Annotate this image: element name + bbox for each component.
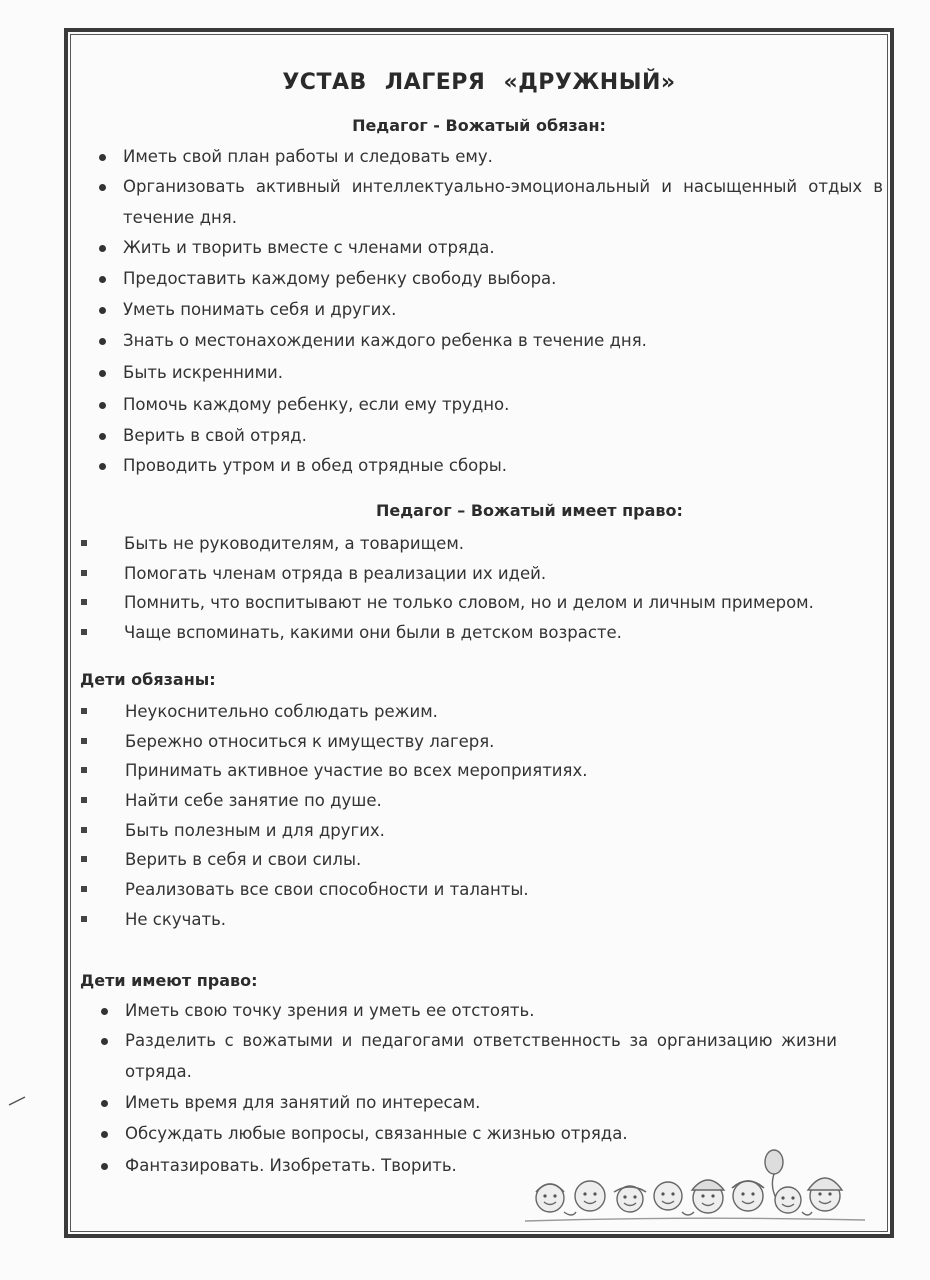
list-item: Быть не руководителям, а товарищем. bbox=[124, 534, 465, 553]
list-item: Разделить с вожатыми и педагогами ответственность за организацию жизни отряда. bbox=[125, 1031, 837, 1081]
bullet-square-icon bbox=[81, 629, 87, 635]
section-heading-children-rights: Дети имеют право: bbox=[80, 971, 258, 990]
bullet-square-icon bbox=[81, 886, 87, 892]
list-item: Фантазировать. Изобретать. Творить. bbox=[125, 1156, 457, 1175]
list-item: Помочь каждому ребенку, если ему трудно. bbox=[123, 395, 510, 414]
list-item: Быть искренними. bbox=[123, 363, 284, 382]
bullet-dot-icon bbox=[99, 370, 106, 377]
list-item: Иметь свою точку зрения и уметь ее отстоять. bbox=[125, 1001, 535, 1020]
bullet-square-icon bbox=[81, 827, 87, 833]
scan-mark bbox=[8, 1096, 26, 1106]
bullet-square-icon bbox=[81, 738, 87, 744]
list-item: Принимать активное участие во всех мероприятиях. bbox=[125, 761, 588, 780]
list-item: Верить в свой отряд. bbox=[123, 426, 307, 445]
document-title: УСТАВ ЛАГЕРЯ «ДРУЖНЫЙ» bbox=[282, 70, 676, 95]
list-item: Проводить утром и в обед отрядные сборы. bbox=[123, 456, 507, 475]
list-item: Предоставить каждому ребенку свободу выбора. bbox=[123, 269, 557, 288]
section-heading-counselor-rights: Педагог – Вожатый имеет право: bbox=[376, 501, 683, 520]
bullet-dot-icon bbox=[99, 433, 106, 440]
list-item: Найти себе занятие по душе. bbox=[125, 791, 382, 810]
bullet-dot-icon bbox=[99, 307, 106, 314]
list-item: Чаще вспоминать, какими они были в детском возрасте. bbox=[124, 623, 622, 642]
bullet-dot-icon bbox=[99, 402, 106, 409]
bullet-dot-icon bbox=[101, 1163, 108, 1170]
section-heading-counselor-duties: Педагог - Вожатый обязан: bbox=[352, 116, 606, 135]
bullet-dot-icon bbox=[101, 1038, 108, 1045]
list-item: Жить и творить вместе с членами отряда. bbox=[123, 238, 495, 257]
document-page bbox=[70, 34, 888, 1232]
bullet-dot-icon bbox=[101, 1131, 108, 1138]
bullet-square-icon bbox=[81, 797, 87, 803]
bullet-dot-icon bbox=[101, 1008, 108, 1015]
bullet-dot-icon bbox=[99, 184, 106, 191]
bullet-square-icon bbox=[81, 599, 87, 605]
bullet-square-icon bbox=[81, 767, 87, 773]
bullet-dot-icon bbox=[99, 245, 106, 252]
list-item: Помогать членам отряда в реализации их идей. bbox=[124, 564, 547, 583]
children-faces-illustration-icon bbox=[520, 1146, 870, 1228]
list-item: Иметь время для занятий по интересам. bbox=[125, 1093, 481, 1112]
bullet-dot-icon bbox=[99, 463, 106, 470]
list-item: Бережно относиться к имуществу лагеря. bbox=[125, 732, 495, 751]
list-item: Знать о местонахождении каждого ребенка в течение дня. bbox=[123, 331, 647, 350]
bullet-dot-icon bbox=[101, 1100, 108, 1107]
list-item: Обсуждать любые вопросы, связанные с жизнью отряда. bbox=[125, 1124, 628, 1143]
list-item: Иметь свой план работы и следовать ему. bbox=[123, 147, 493, 166]
list-item: Помнить, что воспитывают не только словом, но и делом и личным примером. bbox=[124, 593, 814, 612]
bullet-dot-icon bbox=[99, 338, 106, 345]
bullet-square-icon bbox=[81, 570, 87, 576]
bullet-square-icon bbox=[81, 856, 87, 862]
bullet-square-icon bbox=[81, 708, 87, 714]
list-item: Организовать активный интеллектуально-эмоциональный и насыщенный отдых в течение дня. bbox=[123, 177, 883, 227]
bullet-dot-icon bbox=[99, 154, 106, 161]
bullet-square-icon bbox=[81, 540, 87, 546]
list-item: Быть полезным и для других. bbox=[125, 821, 385, 840]
list-item: Уметь понимать себя и других. bbox=[123, 300, 397, 319]
section-heading-children-duties: Дети обязаны: bbox=[80, 670, 216, 689]
list-item: Не скучать. bbox=[125, 910, 227, 929]
bullet-square-icon bbox=[81, 916, 87, 922]
bullet-dot-icon bbox=[99, 276, 106, 283]
list-item: Неукоснительно соблюдать режим. bbox=[125, 702, 438, 721]
list-item: Реализовать все свои способности и таланты. bbox=[125, 880, 529, 899]
list-item: Верить в себя и свои силы. bbox=[125, 850, 362, 869]
